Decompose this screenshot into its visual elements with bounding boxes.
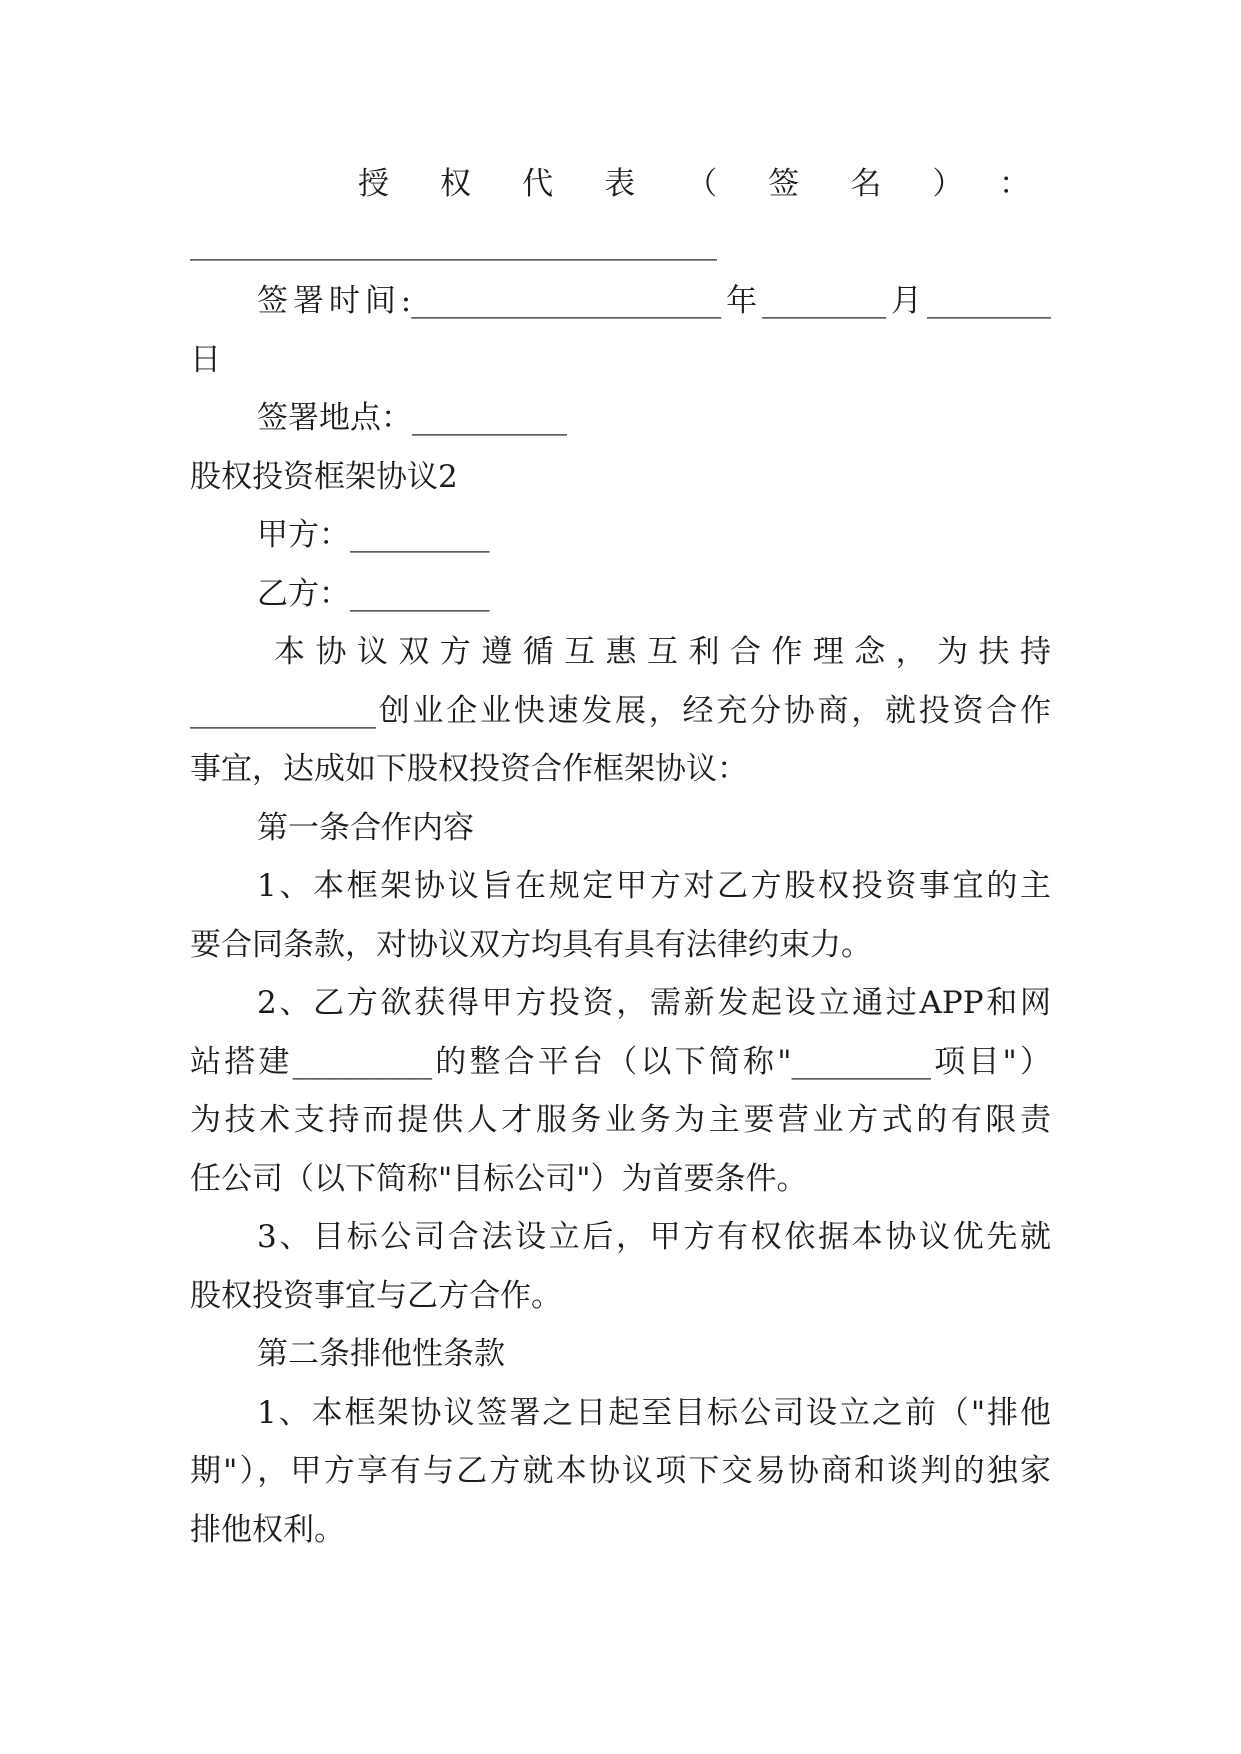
signing-date-line: 签署时间:____________________年________月________ — [257, 283, 1051, 319]
article-1-clause-1-line: 要合同条款，对协议双方均具有具有法律约束力。 — [190, 926, 872, 963]
document-body — [190, 155, 1051, 1559]
article-1-clause-2-line: 2、乙方欲获得甲方投资，需新发起设立通过APP和网 — [257, 985, 1051, 1021]
article-1-clause-3-line: 股权投资事宜与乙方合作。 — [190, 1277, 562, 1314]
party-b-line: 乙方：_________ — [257, 575, 490, 612]
party-a-line: 甲方：_________ — [257, 517, 490, 553]
article-2-heading: 第二条排他性条款 — [257, 1336, 505, 1372]
signing-date-line-end: 日 — [190, 341, 221, 378]
article-1-clause-2-line: 任公司（以下简称"目标公司"）为首要条件。 — [190, 1160, 808, 1197]
agreement-title: 股权投资框架协议2 — [190, 458, 458, 495]
preamble-line: 事宜，达成如下股权投资合作框架协议： — [190, 751, 748, 787]
preamble-line: 本协议双方遵循互惠互利合作理念，为扶持 — [274, 634, 1051, 670]
article-1-clause-2-line: 站搭建_________的整合平台（以下简称"_________项目"） — [190, 1043, 1051, 1080]
representative-signature-label: 授权代表（签名）： — [358, 166, 1030, 202]
preamble-line: ____________创业企业快速发展，经充分协商，就投资合作 — [190, 692, 1051, 729]
signing-place-line: 签署地点：__________ — [257, 400, 567, 436]
article-1-clause-3-line: 3、目标公司合法设立后，甲方有权依据本协议优先就 — [257, 1219, 1051, 1255]
article-1-clause-2-line: 为技术支持而提供人才服务业务为主要营业方式的有限责 — [190, 1102, 1051, 1138]
article-1-heading: 第一条合作内容 — [257, 809, 474, 846]
article-2-clause-1-line: 期"），甲方享有与乙方就本协议项下交易协商和谈判的独家 — [190, 1453, 1051, 1489]
article-2-clause-1-line: 1、本框架协议签署之日起至目标公司设立之前（"排他 — [257, 1394, 1051, 1431]
representative-signature-blank: __________________________________ — [190, 224, 717, 261]
article-1-clause-1-line: 1、本框架协议旨在规定甲方对乙方股权投资事宜的主 — [257, 868, 1051, 904]
article-2-clause-1-line: 排他权利。 — [190, 1511, 345, 1548]
